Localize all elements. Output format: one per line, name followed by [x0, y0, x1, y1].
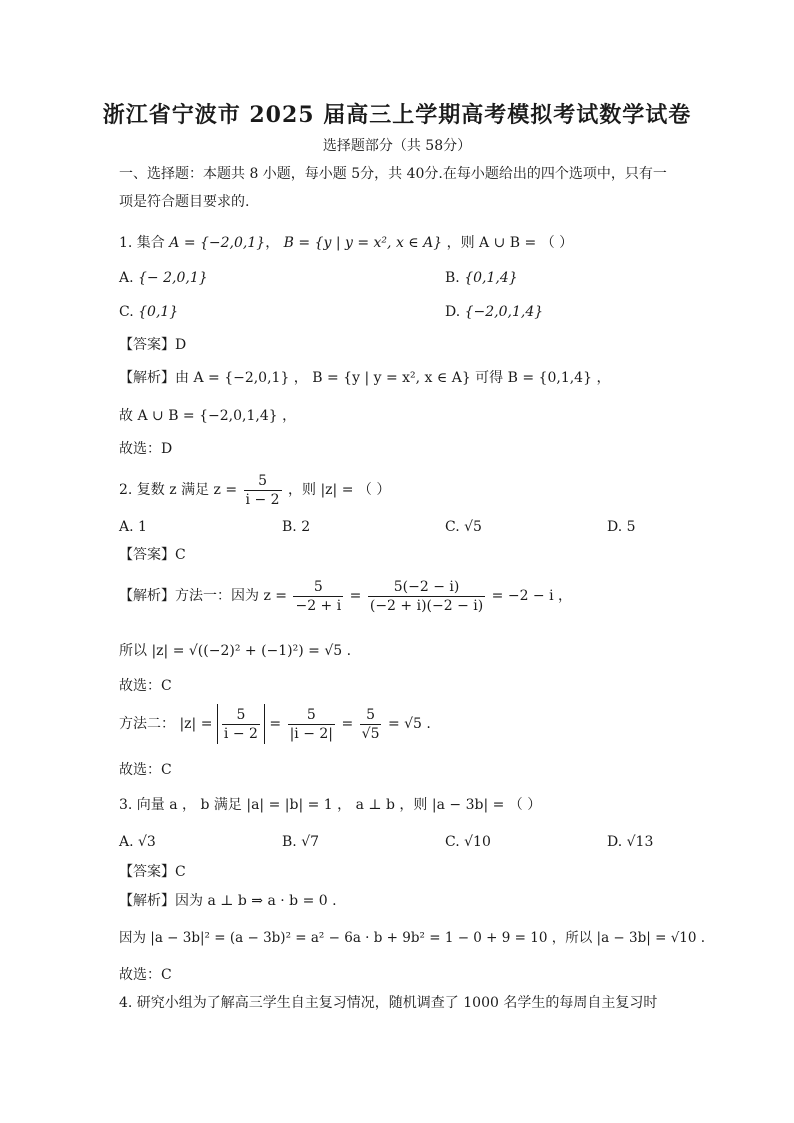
- q2-choice-1: 故选：C: [119, 678, 172, 694]
- q2-stem-suffix: ，则 |z| = （ ）: [288, 482, 391, 498]
- q1-stem-suffix: ，则 A ∪ B = （ ）: [446, 235, 574, 251]
- option-label: B.: [282, 519, 297, 535]
- fraction-denominator: (−2 + i)(−2 − i): [369, 597, 484, 614]
- q3-choice: 故选：C: [119, 967, 172, 983]
- q2-m1-suffix: = −2 − i ，: [491, 588, 573, 604]
- option-text: √3: [138, 834, 156, 850]
- q2-m2-abs: [217, 704, 265, 744]
- fraction-numerator: 5: [222, 706, 260, 725]
- fraction-numerator: 5(−2 − i): [368, 578, 485, 597]
- q2-stem: [119, 470, 390, 510]
- option-text: √5: [464, 519, 482, 535]
- q1-stem-prefix: 1. 集合: [119, 235, 165, 251]
- q2-method-1: [119, 576, 572, 616]
- q1-answer: 【答案】D: [119, 337, 187, 353]
- q2-m1-prefix: 【解析】方法一：因为 z =: [119, 588, 288, 604]
- q1-analysis-line-1: 【解析】由 A = {−2,0,1} ， B = {y | y = x², x ∈ A} 可得 B = {0,1,4} ，: [119, 370, 611, 386]
- q3-option-a: [119, 832, 156, 852]
- q3-option-c: [445, 832, 491, 852]
- q1-option-b: [445, 268, 518, 288]
- q2-m1-fraction-2: [368, 578, 485, 615]
- q2-method-1-line-2: 所以 |z| = √((−2)² + (−1)²) = √5 .: [119, 643, 352, 659]
- q3-analysis-line-1: 【解析】因为 a ⊥ b ⇒ a · b = 0 .: [119, 893, 337, 909]
- fraction-numerator: 5: [244, 472, 282, 491]
- option-label: C.: [445, 834, 460, 850]
- option-label: B.: [445, 270, 460, 286]
- fraction-denominator: −2 + i: [295, 597, 342, 614]
- option-label: D.: [607, 834, 623, 850]
- q2-m2-fraction-2: [288, 706, 335, 743]
- option-text: {−2,0,1,4}: [464, 304, 544, 320]
- q2-m2-suffix: = √5 .: [387, 716, 431, 732]
- section-instructions-line-1: 一、选择题：本题共 8 小题，每小题 5分，共 40分.在每小题给出的四个选项中，只有一: [119, 166, 667, 182]
- q1-option-a: [119, 268, 208, 288]
- fraction-denominator: i − 2: [223, 725, 258, 742]
- fraction-numerator: 5: [360, 706, 382, 725]
- option-label: C.: [445, 519, 460, 535]
- q1-option-d: [445, 302, 543, 322]
- q2-m1-equals: =: [349, 588, 362, 604]
- section-instructions-line-2: 项是符合题目要求的.: [119, 194, 250, 210]
- option-label: A.: [119, 519, 134, 535]
- q4-stem: 4. 研究小组为了解高三学生自主复习情况，随机调查了 1000 名学生的每周自主复习时: [119, 995, 658, 1011]
- fraction-denominator: √5: [361, 725, 380, 742]
- q2-option-d: [607, 517, 636, 537]
- q1-stem: [119, 233, 573, 253]
- option-label: D.: [445, 304, 461, 320]
- fraction-numerator: 5: [288, 706, 335, 725]
- option-text: 2: [301, 519, 311, 535]
- option-text: 1: [138, 519, 147, 535]
- q2-answer: 【答案】C: [119, 547, 186, 563]
- q1-separator: ，: [265, 235, 280, 251]
- fraction-denominator: i − 2: [245, 491, 280, 508]
- option-label: A.: [119, 270, 134, 286]
- q2-method-2: 方法二： |z| = $\frac{5}{i - 2}$ = $\frac{5}{|i - 2|}$ = $\frac{5}{√5}$ = √5 .: [119, 704, 431, 744]
- option-text: {0,1}: [138, 304, 179, 320]
- q2-stem-prefix: 2. 复数 z 满足 z =: [119, 482, 238, 498]
- q3-option-b: [282, 832, 319, 852]
- q3-analysis-line-2: 因为 |a − 3b|² = (a − 3b)² = a² − 6a · b + 9b² = 1 − 0 + 9 = 10 ，所以 |a − 3b| = √10 .: [119, 930, 706, 946]
- q1-analysis-line-2: 故 A ∪ B = {−2,0,1,4} ，: [119, 408, 297, 424]
- option-text: {0,1,4}: [464, 270, 518, 286]
- option-label: B.: [282, 834, 297, 850]
- q2-fraction: [244, 472, 282, 509]
- option-label: D.: [607, 519, 623, 535]
- option-text: 5: [626, 519, 636, 535]
- option-text: √13: [626, 834, 654, 850]
- q2-m2-fraction-1: [222, 706, 260, 743]
- q2-m2-prefix: 方法二： |z| =: [119, 716, 213, 732]
- q1-set-a: A = {−2,0,1}: [169, 235, 266, 251]
- option-text: √10: [464, 834, 491, 850]
- page-subtitle: 选择题部分（共 58分）: [322, 138, 472, 154]
- q3-answer: 【答案】C: [119, 864, 186, 880]
- fraction-denominator: |i − 2|: [289, 725, 334, 742]
- q2-option-c: [445, 517, 482, 537]
- page-title: 浙江省宁波市 2025 届高三上学期高考模拟考试数学试卷: [102, 102, 692, 128]
- q1-set-b: B = {y | y = x², x ∈ A}: [283, 235, 443, 251]
- q1-option-c: [119, 302, 178, 322]
- option-text: {− 2,0,1}: [138, 270, 208, 286]
- option-label: C.: [119, 304, 134, 320]
- q2-option-b: [282, 517, 310, 537]
- q2-m2-fraction-3: [360, 706, 382, 743]
- option-label: A.: [119, 834, 134, 850]
- q3-option-d: [607, 832, 653, 852]
- fraction-numerator: 5: [293, 578, 343, 597]
- q1-choice: 故选：D: [119, 441, 173, 457]
- q2-choice-2: 故选：C: [119, 762, 172, 778]
- q2-m1-fraction-1: [293, 578, 343, 615]
- q2-option-a: [119, 517, 147, 537]
- q3-stem: 3. 向量 a ， b 满足 |a| = |b| = 1 ， a ⊥ b ，则 |a − 3b| = （ ）: [119, 797, 542, 813]
- option-text: √7: [301, 834, 320, 850]
